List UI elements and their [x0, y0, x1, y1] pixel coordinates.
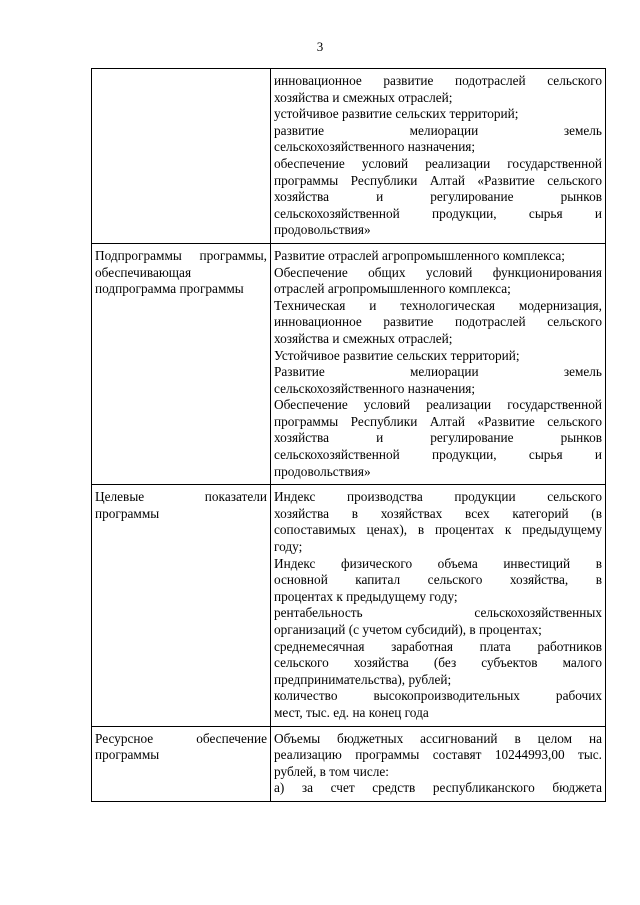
text-line: инновационное развитие подотраслей сельского: [274, 73, 602, 88]
text-line: сопоставимых ценах), в процентах к предыдущему: [274, 522, 602, 538]
text-line: хозяйства и смежных отраслей;: [274, 330, 453, 346]
text-line: сельскохозяйственной продукции, сырья и: [274, 447, 602, 463]
row-label: Подпрограммы программы, обеспечивающая подпрограмма программы: [92, 243, 271, 484]
text-line: Развитие отраслей агропромышленного комплекса;: [274, 247, 565, 263]
text-line: Развитие мелиорации земель: [274, 364, 602, 380]
text-line: рентабельность сельскохозяйственных: [274, 605, 602, 621]
text-line: отраслей агропромышленного комплекса;: [274, 281, 511, 297]
text-line: реализацию программы составят 10244993,00 тыс.: [274, 747, 602, 763]
text-line: Обеспечение условий реализации государственной: [274, 397, 602, 413]
row-content: [271, 69, 606, 244]
text-line: продовольствия»: [274, 463, 371, 479]
text-line: Объемы бюджетных ассигнований в целом на: [274, 730, 602, 746]
text-line: хозяйства и регулирование рынков: [274, 189, 602, 205]
text-line: хозяйства и смежных отраслей;: [274, 89, 453, 105]
text-line: устойчивое развитие сельских территорий;: [274, 106, 519, 122]
text-line: программы Республики Алтай «Развитие сельского: [274, 172, 602, 188]
text-line: Индекс физического объема инвестиций в: [274, 555, 602, 571]
text-line: предпринимательства), рублей;: [274, 671, 452, 687]
text-line: сельскохозяйственного назначения;: [274, 380, 476, 396]
page-number: 3: [316, 39, 324, 54]
text-line: основной капитал сельского хозяйства, в: [274, 572, 602, 588]
program-passport-table: [91, 68, 606, 802]
row-label: Целевые показатели программы: [92, 485, 271, 726]
text-line: году;: [274, 539, 303, 555]
text-line: организаций (с учетом субсидий), в процентах;: [274, 622, 542, 637]
text-line: Устойчивое развитие сельских территорий;: [274, 347, 520, 363]
table-row: [92, 485, 606, 726]
text-line: Индекс производства продукции сельского: [274, 489, 602, 505]
text-line: обеспечение условий реализации государственной: [274, 155, 602, 171]
text-line: процентах к предыдущему году;: [274, 588, 458, 604]
row-label: [92, 69, 271, 244]
row-content: [271, 726, 606, 801]
text-line: сельскохозяйственной продукции, сырья и: [274, 205, 602, 221]
text-line: инновационное развитие подотраслей сельского: [274, 314, 602, 330]
text-line: количество высокопроизводительных рабочих: [274, 688, 602, 704]
text-line: среднемесячная заработная плата работников: [274, 638, 602, 654]
table-row: [92, 726, 606, 801]
row-label: Ресурсное обеспечение программы: [92, 726, 271, 801]
text-line: рублей, в том числе:: [274, 763, 389, 779]
text-line: сельского хозяйства (без субъектов малого: [274, 655, 602, 671]
text-line: программы Республики Алтай «Развитие сельского: [274, 413, 602, 429]
text-line: мест, тыс. ед. на конец года: [274, 704, 429, 720]
text-line: а) за счет средств республиканского бюджета: [274, 780, 602, 796]
text-line: развитие мелиорации земель: [274, 122, 602, 138]
table-row: [92, 243, 606, 484]
row-content: [271, 243, 606, 484]
text-line: хозяйства и регулирование рынков: [274, 430, 602, 446]
text-line: Обеспечение общих условий функционирования: [274, 264, 602, 280]
table-row: [92, 69, 606, 244]
text-line: сельскохозяйственного назначения;: [274, 139, 476, 155]
row-content: [271, 485, 606, 726]
text-line: хозяйства в хозяйствах всех категорий (в: [274, 505, 602, 521]
text-line: продовольствия»: [274, 222, 371, 238]
text-line: Техническая и технологическая модернизация,: [274, 297, 602, 313]
